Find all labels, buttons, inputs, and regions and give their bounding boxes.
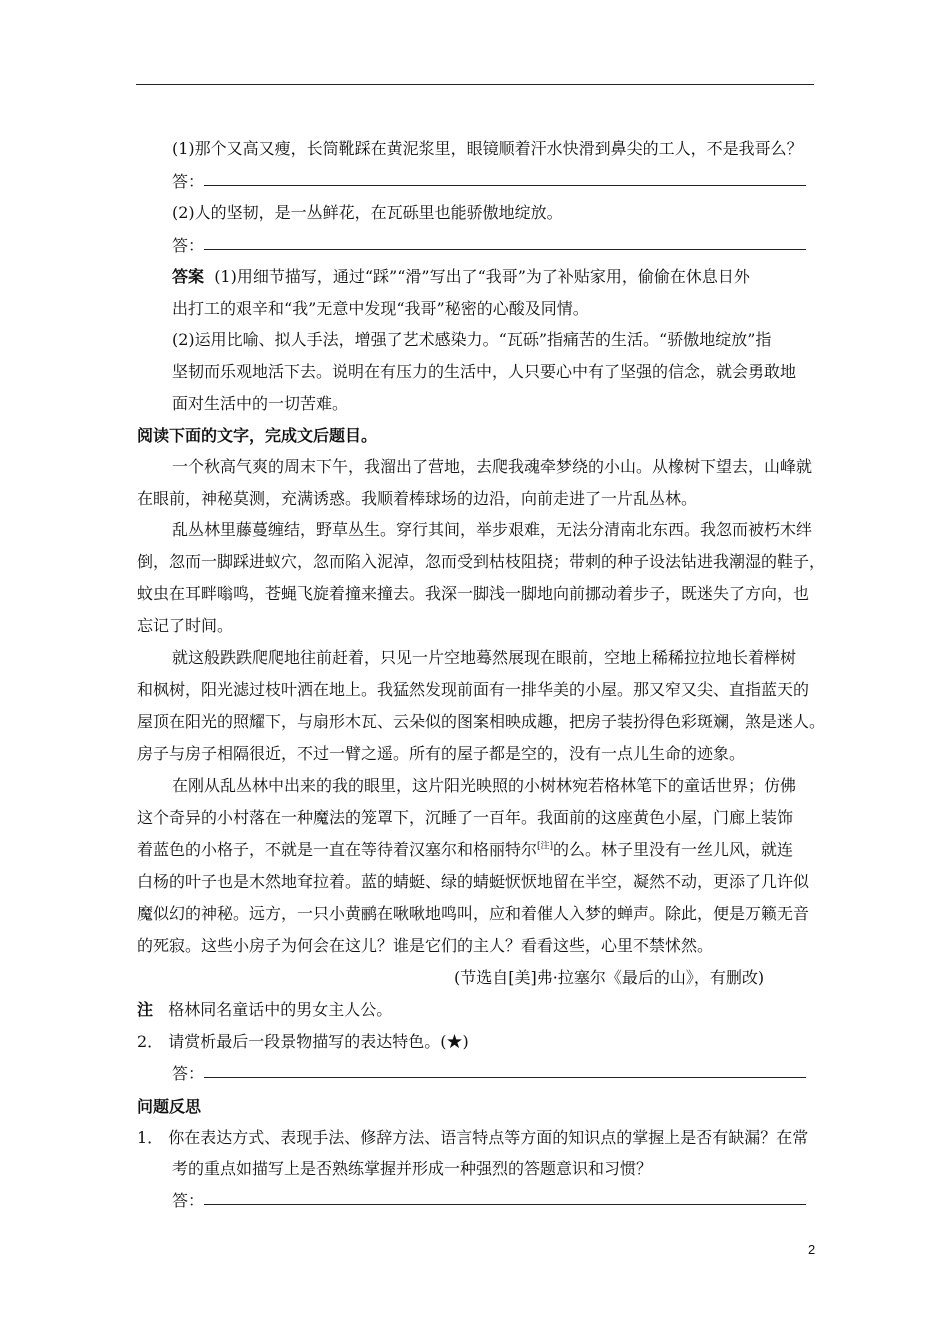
answer-1-part-2: 出打工的艰辛和“我”无意中发现“我哥”秘密的心酸及同情。 xyxy=(172,299,589,318)
passage-p3-line-3: 屋顶在阳光的照耀下，与扇形木瓦、云朵似的图案相映成趣，把房子装扮得色彩斑斓，煞是迷人。 xyxy=(137,712,826,731)
answer-2-part-2: 坚韧而乐观地活下去。说明在有压力的生活中，人只要心中有了坚强的信念，就会勇敢地 xyxy=(172,362,797,381)
passage-p1-line-1: 一个秋高气爽的周末下午，我溜出了营地，去爬我魂牵梦绕的小山。从橡树下望去，山峰就 xyxy=(172,457,813,476)
question-1-text: (1)那个又高又瘦，长筒靴踩在黄泥浆里，眼镜顺着汗水快滑到鼻尖的工人，不是我哥么？ xyxy=(172,139,803,158)
reflection-number: 1． xyxy=(137,1128,164,1147)
footnote-label: 注 xyxy=(137,1000,154,1019)
passage-p4-line-4: 白杨的叶子也是木然地耷拉着。蓝的蜻蜓、绿的蜻蜓恹恹地留在半空，凝然不动，更添了几许似 xyxy=(137,872,810,891)
answer-label-3: 答： xyxy=(172,1064,205,1083)
question-2-text: (2)人的坚韧，是一丛鲜花，在瓦砾里也能骄傲地绽放。 xyxy=(172,203,563,222)
reading-instruction: 阅读下面的文字，完成文后题目。 xyxy=(137,426,378,445)
passage-p4-line-3-a: 着蓝色的小格子，不就是一直在等待着汉塞尔和格丽特尔 xyxy=(137,840,538,859)
passage-p2-line-2: 倒，忽而一脚踩进蚁穴，忽而陷入泥淖，忽而受到枯枝阻挠；带刺的种子设法钻进我潮湿的鞋子， xyxy=(137,552,826,571)
reflection-title: 问题反思 xyxy=(137,1097,202,1116)
answer-blank-3 xyxy=(204,1077,806,1078)
passage-p1-line-2: 在眼前，神秘莫测，充满诱惑。我顺着棒球场的边沿，向前走进了一片乱丛林。 xyxy=(137,489,698,508)
passage-p4-line-2: 这个奇异的小村落在一种魔法的笼罩下，沉睡了一百年。我面前的这座黄色小屋，门廊上装饰 xyxy=(137,808,794,827)
passage-p2-line-4: 忘记了时间。 xyxy=(137,616,234,635)
answer-blank-2 xyxy=(204,249,806,250)
answer-line-1 xyxy=(172,266,750,288)
passage-p4-line-6: 的死寂。这些小房子为何会在这儿？谁是它们的主人？看看这些，心里不禁怵然。 xyxy=(137,936,714,955)
answer-blank-4 xyxy=(204,1204,806,1205)
answer-1-part-1: (1)用细节描写，通过“踩”“滑”写出了“我哥”为了补贴家用，偷偷在休息日外 xyxy=(214,267,750,286)
passage-p4-line-5: 魔似幻的神秘。远方，一只小黄鹂在啾啾地鸣叫，应和着催人入梦的蝉声。除此，便是万籁无音 xyxy=(137,904,810,923)
passage-p3-line-4: 房子与房子相隔很近，不过一臂之遥。所有的屋子都是空的，没有一点儿生命的迹象。 xyxy=(137,744,746,763)
answer-label-4: 答： xyxy=(172,1191,205,1210)
reflection-line-1 xyxy=(137,1127,808,1149)
passage-p2-line-1: 乱丛林里藤蔓缠结，野草丛生。穿行其间，举步艰难，无法分清南北东西。我忽而被朽木绊 xyxy=(172,520,813,539)
answer-heading: 答案 xyxy=(172,267,205,286)
answer-2-part-1: (2)运用比喻、拟人手法，增强了艺术感染力。“瓦砾”指痛苦的生活。“骄傲地绽放”指 xyxy=(172,330,772,349)
passage-p2-line-3: 蚊虫在耳畔嗡鸣，苍蝇飞旋着撞来撞去。我深一脚浅一脚地向前挪动着步子，既迷失了方向，也 xyxy=(137,584,810,603)
passage-p3-line-1: 就这般跌跌爬爬地往前赶着，只见一片空地蓦然展现在眼前，空地上稀稀拉拉地长着榉树 xyxy=(172,648,797,667)
answer-label-2: 答： xyxy=(172,236,205,255)
passage-p4-line-1: 在刚从乱丛林中出来的我的眼里，这片阳光映照的小树林宛若格林笔下的童话世界；仿佛 xyxy=(172,776,797,795)
footnote-marker: [注] xyxy=(537,841,554,852)
answer-2-part-3: 面对生活中的一切苦难。 xyxy=(172,394,349,413)
footnote-text: 格林同名童话中的男女主人公。 xyxy=(168,1000,393,1019)
reflection-question-part-2: 考的重点如描写上是否熟练掌握并形成一种强烈的答题意识和习惯？ xyxy=(172,1159,653,1178)
passage-p4-line-3-b: 的么。林子里没有一丝儿风，就连 xyxy=(553,840,794,859)
answer-blank-1 xyxy=(204,185,806,186)
header-rule xyxy=(136,84,814,85)
question-2-number: 2． xyxy=(137,1032,164,1051)
reflection-question-part-1: 你在表达方式、表现手法、修辞方法、语言特点等方面的知识点的掌握上是否有缺漏？在常 xyxy=(168,1128,809,1147)
answer-label-1: 答： xyxy=(172,172,205,191)
page-number: 2 xyxy=(808,1242,816,1257)
passage-p3-line-2: 和枫树，阳光滤过枝叶洒在地上。我猛然发现前面有一排华美的小屋。那又窄又尖、直指蓝天的 xyxy=(137,680,810,699)
source-attribution: (节选自[美]弗·拉塞尔《最后的山》，有删改) xyxy=(454,968,765,987)
footnote xyxy=(137,999,392,1021)
question-2-prompt: 请赏析最后一段景物描写的表达特色。(★) xyxy=(168,1032,469,1051)
question-2 xyxy=(137,1031,469,1053)
passage-p4-line-3 xyxy=(137,839,793,861)
